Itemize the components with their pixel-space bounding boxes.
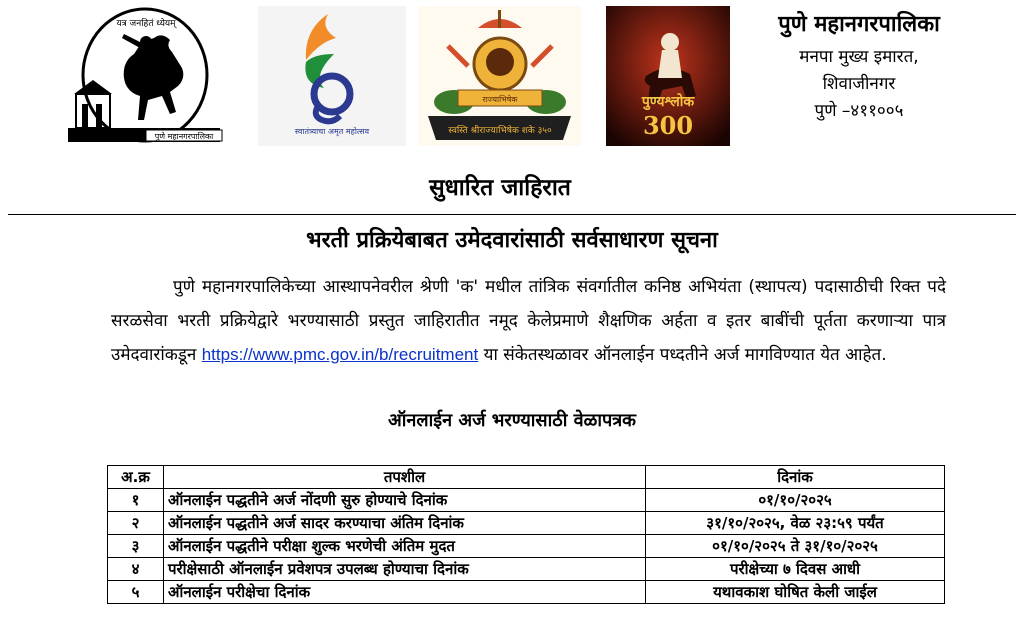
row-date: परीक्षेच्या ७ दिवस आधी: [646, 558, 945, 581]
pmc-label-text: पुणे महानगरपालिका: [154, 132, 214, 141]
row-serial: ४: [108, 558, 164, 581]
organization-name: पुणे महानगरपालिका: [778, 12, 940, 37]
row-serial: १: [108, 489, 164, 512]
punyashlok-label-text: पुण्यश्लोक: [641, 94, 695, 110]
address-line-3: पुणे –४११००५: [814, 101, 904, 121]
amrut-mahotsav-logo: [258, 6, 406, 146]
punyashlok-number-text: 300: [642, 111, 694, 140]
row-date: ०१/१०/२०२५: [646, 489, 945, 512]
table-row: [108, 512, 945, 535]
row-date: ३१/१०/२०२५, वेळ २३:५९ पर्यंत: [646, 512, 945, 535]
pmc-emblem-logo: [54, 6, 236, 144]
column-header-date: दिनांक: [646, 466, 945, 489]
schedule-heading: ऑनलाईन अर्ज भरण्यासाठी वेळापत्रक: [388, 410, 636, 431]
notice-paragraph-part2: या संकेतस्थळावर ऑनलाईन पध्दतीने अर्ज मागविण्यात येत आहेत.: [483, 345, 887, 365]
table-row: [108, 489, 945, 512]
row-serial: २: [108, 512, 164, 535]
table-row: [108, 581, 945, 604]
shivrajyabhishek-banner-text: स्वस्ति श्रीराज्याभिषेक शके ३५०: [448, 126, 552, 136]
punyashlok-300-logo: [606, 6, 730, 146]
notice-paragraph: [111, 270, 946, 372]
row-date: यथावकाश घोषित केली जाईल: [646, 581, 945, 604]
row-details: ऑनलाईन पद्धतीने अर्ज सादर करण्याचा अंतिम दिनांक: [164, 512, 646, 535]
shivrajyabhishek-top-text: राज्याभिषेक: [482, 95, 518, 104]
column-header-serial: अ.क्र: [108, 466, 164, 489]
column-header-details: तपशील: [164, 466, 646, 489]
amrut-label-text: स्वातंत्र्याचा अमृत महोत्सव: [294, 127, 370, 136]
table-row: [108, 535, 945, 558]
row-details: ऑनलाईन पद्धतीने परीक्षा शुल्क भरणेची अंतिम मुदत: [164, 535, 646, 558]
row-serial: ५: [108, 581, 164, 604]
divider-rule: [8, 214, 1016, 215]
schedule-table: [107, 465, 945, 604]
table-row: [108, 558, 945, 581]
row-serial: ३: [108, 535, 164, 558]
recruitment-link[interactable]: https://www.pmc.gov.in/b/recruitment: [201, 345, 479, 364]
notice-paragraph-part1: पुणे महानगरपालिकेच्या आस्थापनेवरील श्रेणी 'क' मधील तांत्रिक संवर्गातील कनिष्ठ अभियंता (स्थापत्य) पदासाठीची रिक्त पदे सरळसेवा भरती प्रक्रियेद्वारे भरण्यासाठी प्रस्तुत जाहिरातीत नमूद केलेप्रमाणे शैक्षणिक अर्हता व इतर बाबींची पूर्तता करणाऱ्या पात्र उमेदवारांकडून: [111, 277, 946, 365]
row-date: ०१/१०/२०२५ ते ३१/१०/२०२५: [646, 535, 945, 558]
notice-title: सुधारित जाहिरात: [429, 175, 571, 201]
row-details: ऑनलाईन पद्धतीने अर्ज नोंदणी सुरु होण्याचे दिनांक: [164, 489, 646, 512]
notice-subtitle: भरती प्रक्रियेबाबत उमेदवारांसाठी सर्वसाधारण सूचना: [306, 228, 718, 253]
row-details: ऑनलाईन परीक्षेचा दिनांक: [164, 581, 646, 604]
shivrajyabhishek-logo: [418, 6, 581, 146]
row-details: परीक्षेसाठी ऑनलाईन प्रवेशपत्र उपलब्ध होण्याचा दिनांक: [164, 558, 646, 581]
schedule-table-header: [108, 466, 945, 489]
pmc-motto-text: यत्र जनहितं ध्येयम्: [116, 19, 176, 29]
address-line-1: मनपा मुख्य इमारत,: [799, 47, 919, 67]
address-line-2: शिवाजीनगर: [822, 74, 896, 94]
organization-header: [754, 8, 964, 125]
